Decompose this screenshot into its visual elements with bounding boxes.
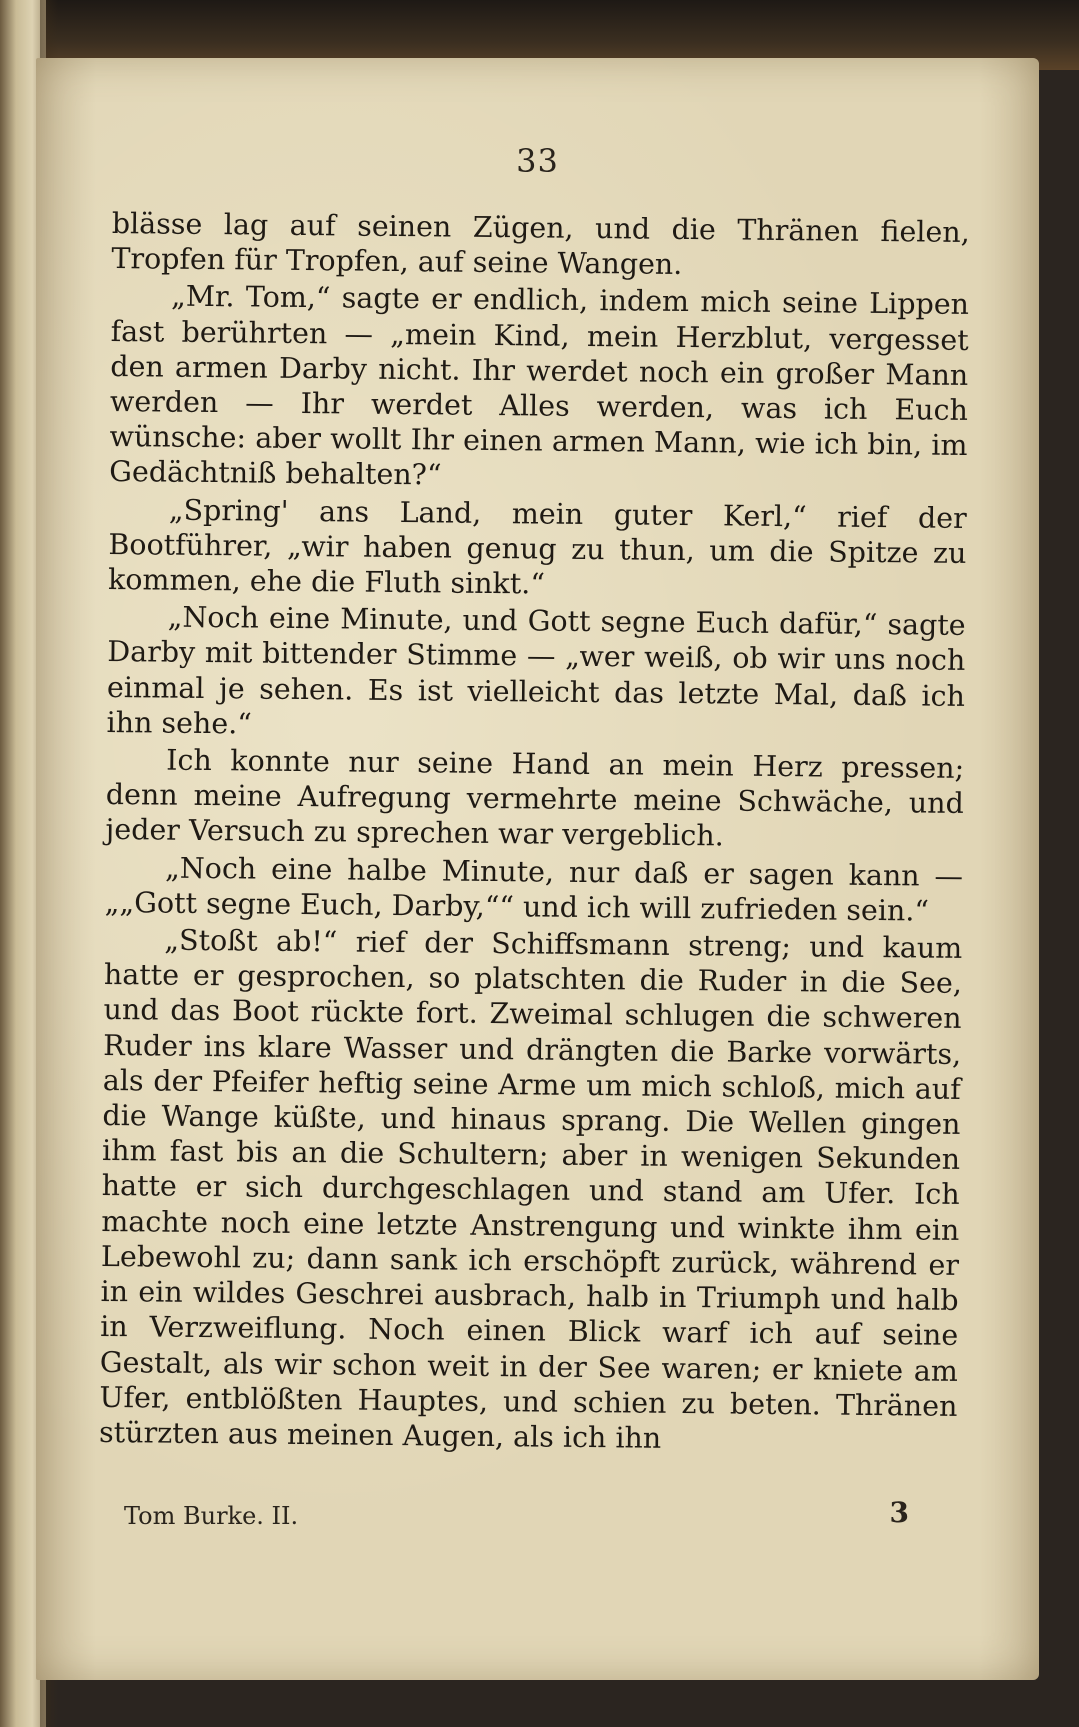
signature-mark: 3	[889, 1496, 909, 1529]
paragraph: „Mr. Tom,“ sagte er endlich, indem mich seine Lippen fast berührten — „mein Kind, mein Herzblut, vergesset den armen Darby nicht. Ihr werdet noch ein großer Mann werden — Ihr werdet Alles werden, was ich Euch wünsche: aber wollt Ihr einen armen Mann, wie ich bin, im Gedächtniß behalten?“	[109, 280, 970, 492]
paragraph: „Noch eine Minute, und Gott segne Euch dafür,“ sagte Darby mit bittender Stimme — „wer weiß, ob wir uns noch einmal je sehen. Es ist vielleicht das letzte Mal, daß ich ihn sehe.“	[106, 600, 966, 741]
paragraph: „Stoßt ab!“ rief der Schiffsmann streng; und kaum hatte er gesprochen, so platschten die Ruder in die See, und das Boot rückte fort. Zweimal schlugen die schweren Ruder ins klare Wasser und drängten die Barke vorwärts, als der Pfeifer heftig seine Arme um mich schloß, mich auf die Wange küßte, und hinaus sprang. Die Wellen gingen ihm fast bis an die Schultern; aber in wenigen Sekunden hatte er sich durchgeschlagen und stand am Ufer. Ich machte noch eine letzte Anstrengung und winkte ihm ein Lebewohl zu; dann sank ich erschöpft zurück, während er in ein wildes Geschrei ausbrach, halb in Triumph und halb in Verzweiflung. Noch einen Blick warf ich auf seine Gestalt, als wir schon weit in der See waren; er kniete am Ufer, entblößten Hauptes, und schien zu beten. Thränen stürzten aus meinen Augen, als ich ihn	[98, 923, 963, 1455]
book-page	[36, 58, 1039, 1680]
paragraph: Ich konnte nur seine Hand an mein Herz pressen; denn meine Aufregung vermehrte meine Schwäche, und jeder Versuch zu sprechen war vergeblich.	[105, 743, 965, 853]
paragraph: „Spring' ans Land, mein guter Kerl,“ rief der Bootführer, „wir haben genug zu thun, um die Spitze zu kommen, ehe die Fluth sinkt.“	[107, 493, 967, 601]
paragraph: „Noch eine halbe Minute, nur daß er sagen kann — „„Gott segne Euch, Darby,““ und ich will zufrieden sein.“	[104, 851, 964, 928]
page-number: 33	[516, 142, 559, 180]
paragraph: blässe lag auf seinen Zügen, und die Thränen fielen, Tropfen für Tropfen, auf seine Wangen.	[111, 206, 970, 282]
footer-book-title: Tom Burke. II.	[124, 1502, 299, 1530]
page-body-text	[99, 206, 970, 1461]
